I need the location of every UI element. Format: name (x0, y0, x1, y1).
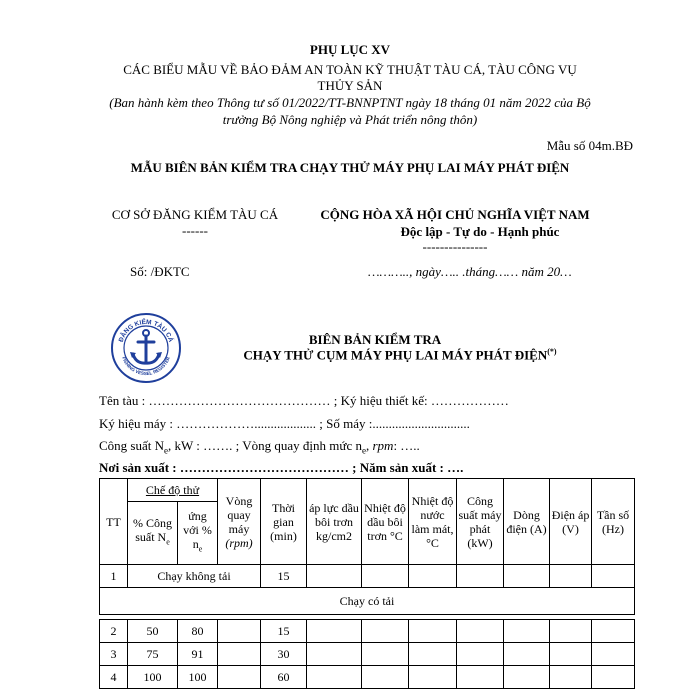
row-rpm-percent: 91 (178, 643, 218, 666)
document-title-line2: THỦY SẢN (317, 78, 383, 93)
table-cell (457, 666, 504, 689)
row-rpm-percent: 80 (178, 620, 218, 643)
header-current: Dòng điện (A) (504, 479, 550, 565)
header-water-temperature: Nhiệt độ nước làm mát, °C (409, 479, 457, 565)
report-title-line2: CHẠY THỬ CỤM MÁY PHỤ LAI MÁY PHÁT ĐIỆN(*) (243, 347, 557, 363)
table-cell (362, 666, 409, 689)
header-engine-speed: Vòng quay máy (rpm) (218, 479, 261, 565)
form-title: MẪU BIÊN BẢN KIỂM TRA CHẠY THỬ MÁY PHỤ LAI MÁY PHÁT ĐIỆN (130, 160, 570, 175)
report-title-line1: BIÊN BẢN KIỂM TRA (308, 332, 442, 347)
row-tt: 2 (100, 620, 128, 643)
row-power-percent: 50 (128, 620, 178, 643)
row-power-percent: 100 (128, 666, 178, 689)
table-cell (409, 565, 457, 588)
table-cell (592, 643, 635, 666)
table-cell (504, 643, 550, 666)
table-cell (362, 643, 409, 666)
table-cell (409, 620, 457, 643)
header-tt: TT (100, 479, 128, 565)
table-cell (550, 565, 592, 588)
org-name: CƠ SỞ ĐĂNG KIỂM TÀU CÁ (111, 207, 279, 222)
national-dashes: --------------- (422, 239, 488, 254)
row-time: 15 (261, 620, 307, 643)
table-cell (409, 666, 457, 689)
row-time: 60 (261, 666, 307, 689)
section-row (100, 588, 635, 615)
row-tt: 1 (100, 565, 128, 588)
svg-text:ĐĂNG KIỂM TÀU CÁ: ĐĂNG KIỂM TÀU CÁ (117, 318, 175, 344)
header-test-mode: Chế độ thử (128, 479, 218, 502)
table-cell (307, 565, 362, 588)
table-cell (592, 620, 635, 643)
table-cell (218, 666, 261, 689)
section-loaded-label: Chạy có tải (100, 588, 635, 615)
table-cell (457, 565, 504, 588)
row-time: 30 (261, 643, 307, 666)
header-power-percent: % Công suất $N_e$ (128, 502, 178, 565)
table-cell (550, 620, 592, 643)
issued-note-line1: (Ban hành kèm theo Thông tư số 01/2022/TT-BNNPTNT ngày 18 tháng 01 năm 2022 của Bộ (109, 95, 591, 110)
row-mode: Chạy không tải (128, 565, 261, 588)
header-oil-temperature: Nhiệt độ dầu bôi trơn °C (362, 479, 409, 565)
table-cell (362, 620, 409, 643)
national-motto: Độc lập - Tự do - Hạnh phúc (400, 224, 560, 239)
table-row (100, 643, 635, 666)
table-cell (504, 620, 550, 643)
table-cell (409, 643, 457, 666)
table-row (100, 666, 635, 689)
footnote-mark: (*) (547, 347, 557, 356)
anchor-seal-icon (110, 312, 182, 384)
header-frequency: Tần số (Hz) (592, 479, 635, 565)
table-cell (307, 620, 362, 643)
row-power-percent: 75 (128, 643, 178, 666)
table-cell (218, 643, 261, 666)
document-title-line1: CÁC BIỂU MẪU VỀ BẢO ĐẢM AN TOÀN KỸ THUẬT TÀU CÁ, TÀU CÔNG VỤ (123, 62, 577, 77)
row-tt: 3 (100, 643, 128, 666)
header-voltage: Điện áp (V) (550, 479, 592, 565)
form-number: Mẫu số 04m.BĐ (546, 138, 633, 153)
table-cell (550, 666, 592, 689)
appendix-title: PHỤ LỤC XV (309, 42, 391, 57)
table-cell (362, 565, 409, 588)
vessel-name-field: Tên tàu : …………………………………… ; Ký hiệu thiết kế: ……………… (99, 393, 509, 408)
power-speed-field: Công suất $N_e$, kW : ……. ; Vòng quay định mức $n_e$, rpm: ….. (99, 438, 420, 456)
table-cell (504, 666, 550, 689)
table-cell (457, 643, 504, 666)
table-row (100, 565, 635, 588)
header-rpm-percent: ứng với % $n_e$ (178, 502, 218, 565)
table-cell (457, 620, 504, 643)
table-cell (504, 565, 550, 588)
table-cell (592, 666, 635, 689)
table-row (100, 620, 635, 643)
table-cell (307, 643, 362, 666)
header-duration: Thời gian (min) (261, 479, 307, 565)
row-rpm-percent: 100 (178, 666, 218, 689)
svg-text:FISHING VESSEL REGISTER: FISHING VESSEL REGISTER (121, 356, 171, 377)
date-line: ……….., ngày….. .tháng…… năm 20… (368, 264, 572, 279)
manufacturer-field: Nơi sản xuất : ………………………………… ; Năm sản xuất : …. (99, 460, 464, 475)
row-tt: 4 (100, 666, 128, 689)
table-cell (550, 643, 592, 666)
row-time: 15 (261, 565, 307, 588)
header-oil-pressure: áp lực dầu bôi trơn kg/cm2 (307, 479, 362, 565)
table-cell (592, 565, 635, 588)
table-cell (307, 666, 362, 689)
header-generator-power: Công suất máy phát (kW) (457, 479, 504, 565)
issued-note-line2: trưởng Bộ Nông nghiệp và Phát triển nông thôn) (222, 112, 478, 127)
document-number: Số: /ĐKTC (130, 264, 190, 279)
test-results-table (99, 478, 635, 689)
table-cell (218, 620, 261, 643)
national-name: CỘNG HÒA XÃ HỘI CHỦ NGHĨA VIỆT NAM (320, 207, 590, 222)
engine-model-field: Ký hiệu máy : ………………................... ; Số máy :.............................. (99, 416, 470, 431)
org-dashes: ------ (182, 223, 208, 238)
